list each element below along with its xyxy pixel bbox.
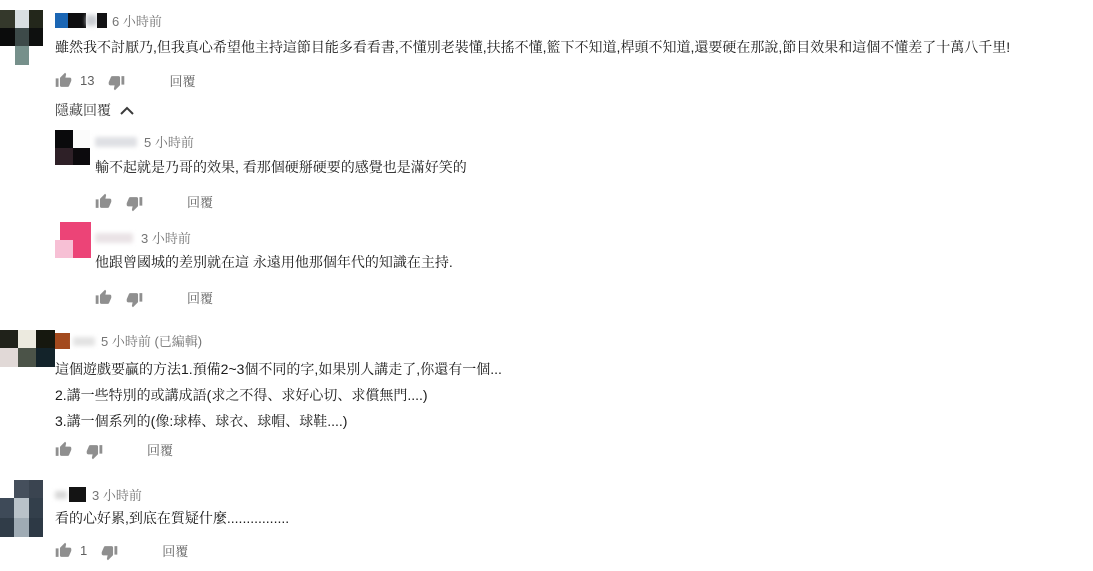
comment-actions [95,287,213,307]
avatar[interactable] [55,130,91,166]
comment-text-line: 這個遊戲要贏的方法1.預備2~3個不同的字,如果別人講走了,你還有一個... [55,361,502,377]
comment-text: 看的心好累,到底在質疑什麼................ [55,510,290,526]
pixelated-avatar-mosaic [55,222,91,258]
like-count: 1 [80,542,88,558]
reply-button[interactable]: 回覆 [147,442,174,458]
comment-actions [55,439,173,459]
comment-text [55,356,502,434]
thumb-up-icon[interactable] [95,193,112,210]
comment-header [55,332,202,349]
thumb-down-icon[interactable] [126,291,143,308]
comment-actions [55,70,195,90]
timestamp[interactable]: 5 小時前 (已編輯) [101,334,203,349]
reply-button[interactable]: 回覆 [187,290,214,306]
timestamp[interactable]: 3 小時前 [141,231,191,246]
pixelated-avatar-mosaic [55,130,91,166]
comment-text-line: 3.講一個系列的(像:球棒、球衣、球帽、球鞋....) [55,413,348,429]
thumb-down-icon[interactable] [126,195,143,212]
redacted-username[interactable] [95,230,137,246]
redacted-username[interactable] [55,333,97,349]
hide-replies-label: 隱藏回覆 [55,102,111,118]
pixelated-avatar-mosaic [0,330,55,367]
avatar[interactable] [0,480,43,537]
comment-text-line: 2.講一些特別的或講成語(求之不得、求好心切、求償無門....) [55,387,428,403]
thumb-down-icon[interactable] [101,544,118,561]
timestamp[interactable]: 5 小時前 [144,135,194,150]
thumb-up-icon[interactable] [55,542,72,559]
redacted-username[interactable] [95,134,140,150]
reply-button[interactable]: 回覆 [169,73,196,89]
pixelated-avatar-mosaic [0,480,43,537]
thumb-down-icon[interactable] [86,443,103,460]
reply-button[interactable]: 回覆 [162,543,189,559]
reply-button[interactable]: 回覆 [187,194,214,210]
thumb-up-icon[interactable] [95,289,112,306]
comment-header [55,486,142,503]
chevron-up-icon [120,106,134,115]
thumb-up-icon[interactable] [55,72,72,89]
comment-actions [95,191,213,211]
comment-actions [55,540,188,560]
comment-text: 輸不起就是乃哥的效果, 看那個硬掰硬要的感覺也是滿好笑的 [95,159,467,175]
avatar[interactable] [0,330,55,367]
timestamp[interactable]: 3 小時前 [92,488,142,503]
comment-header [95,133,194,150]
comment-text: 他跟曾國城的差別就在這 永遠用他那個年代的知識在主持. [95,254,453,270]
hide-replies-button[interactable] [55,100,134,120]
timestamp[interactable]: 6 小時前 [112,14,162,29]
thumb-up-icon[interactable] [55,441,72,458]
comment-header [95,229,191,246]
avatar[interactable] [0,10,43,65]
redacted-username[interactable] [55,13,108,29]
redacted-username[interactable] [55,487,88,503]
pixelated-avatar-mosaic [0,10,43,65]
thumb-down-icon[interactable] [108,74,125,91]
avatar[interactable] [55,222,91,258]
like-count: 13 [80,72,95,88]
comment-header [55,12,162,29]
comment-text: 雖然我不討厭乃,但我真心希望他主持這節目能多看看書,不懂別老裝懂,扶搖不懂,籃下不知道,桿頭不知道,還要硬在那說,節目效果和這個不懂差了十萬八千里! [55,39,1011,55]
